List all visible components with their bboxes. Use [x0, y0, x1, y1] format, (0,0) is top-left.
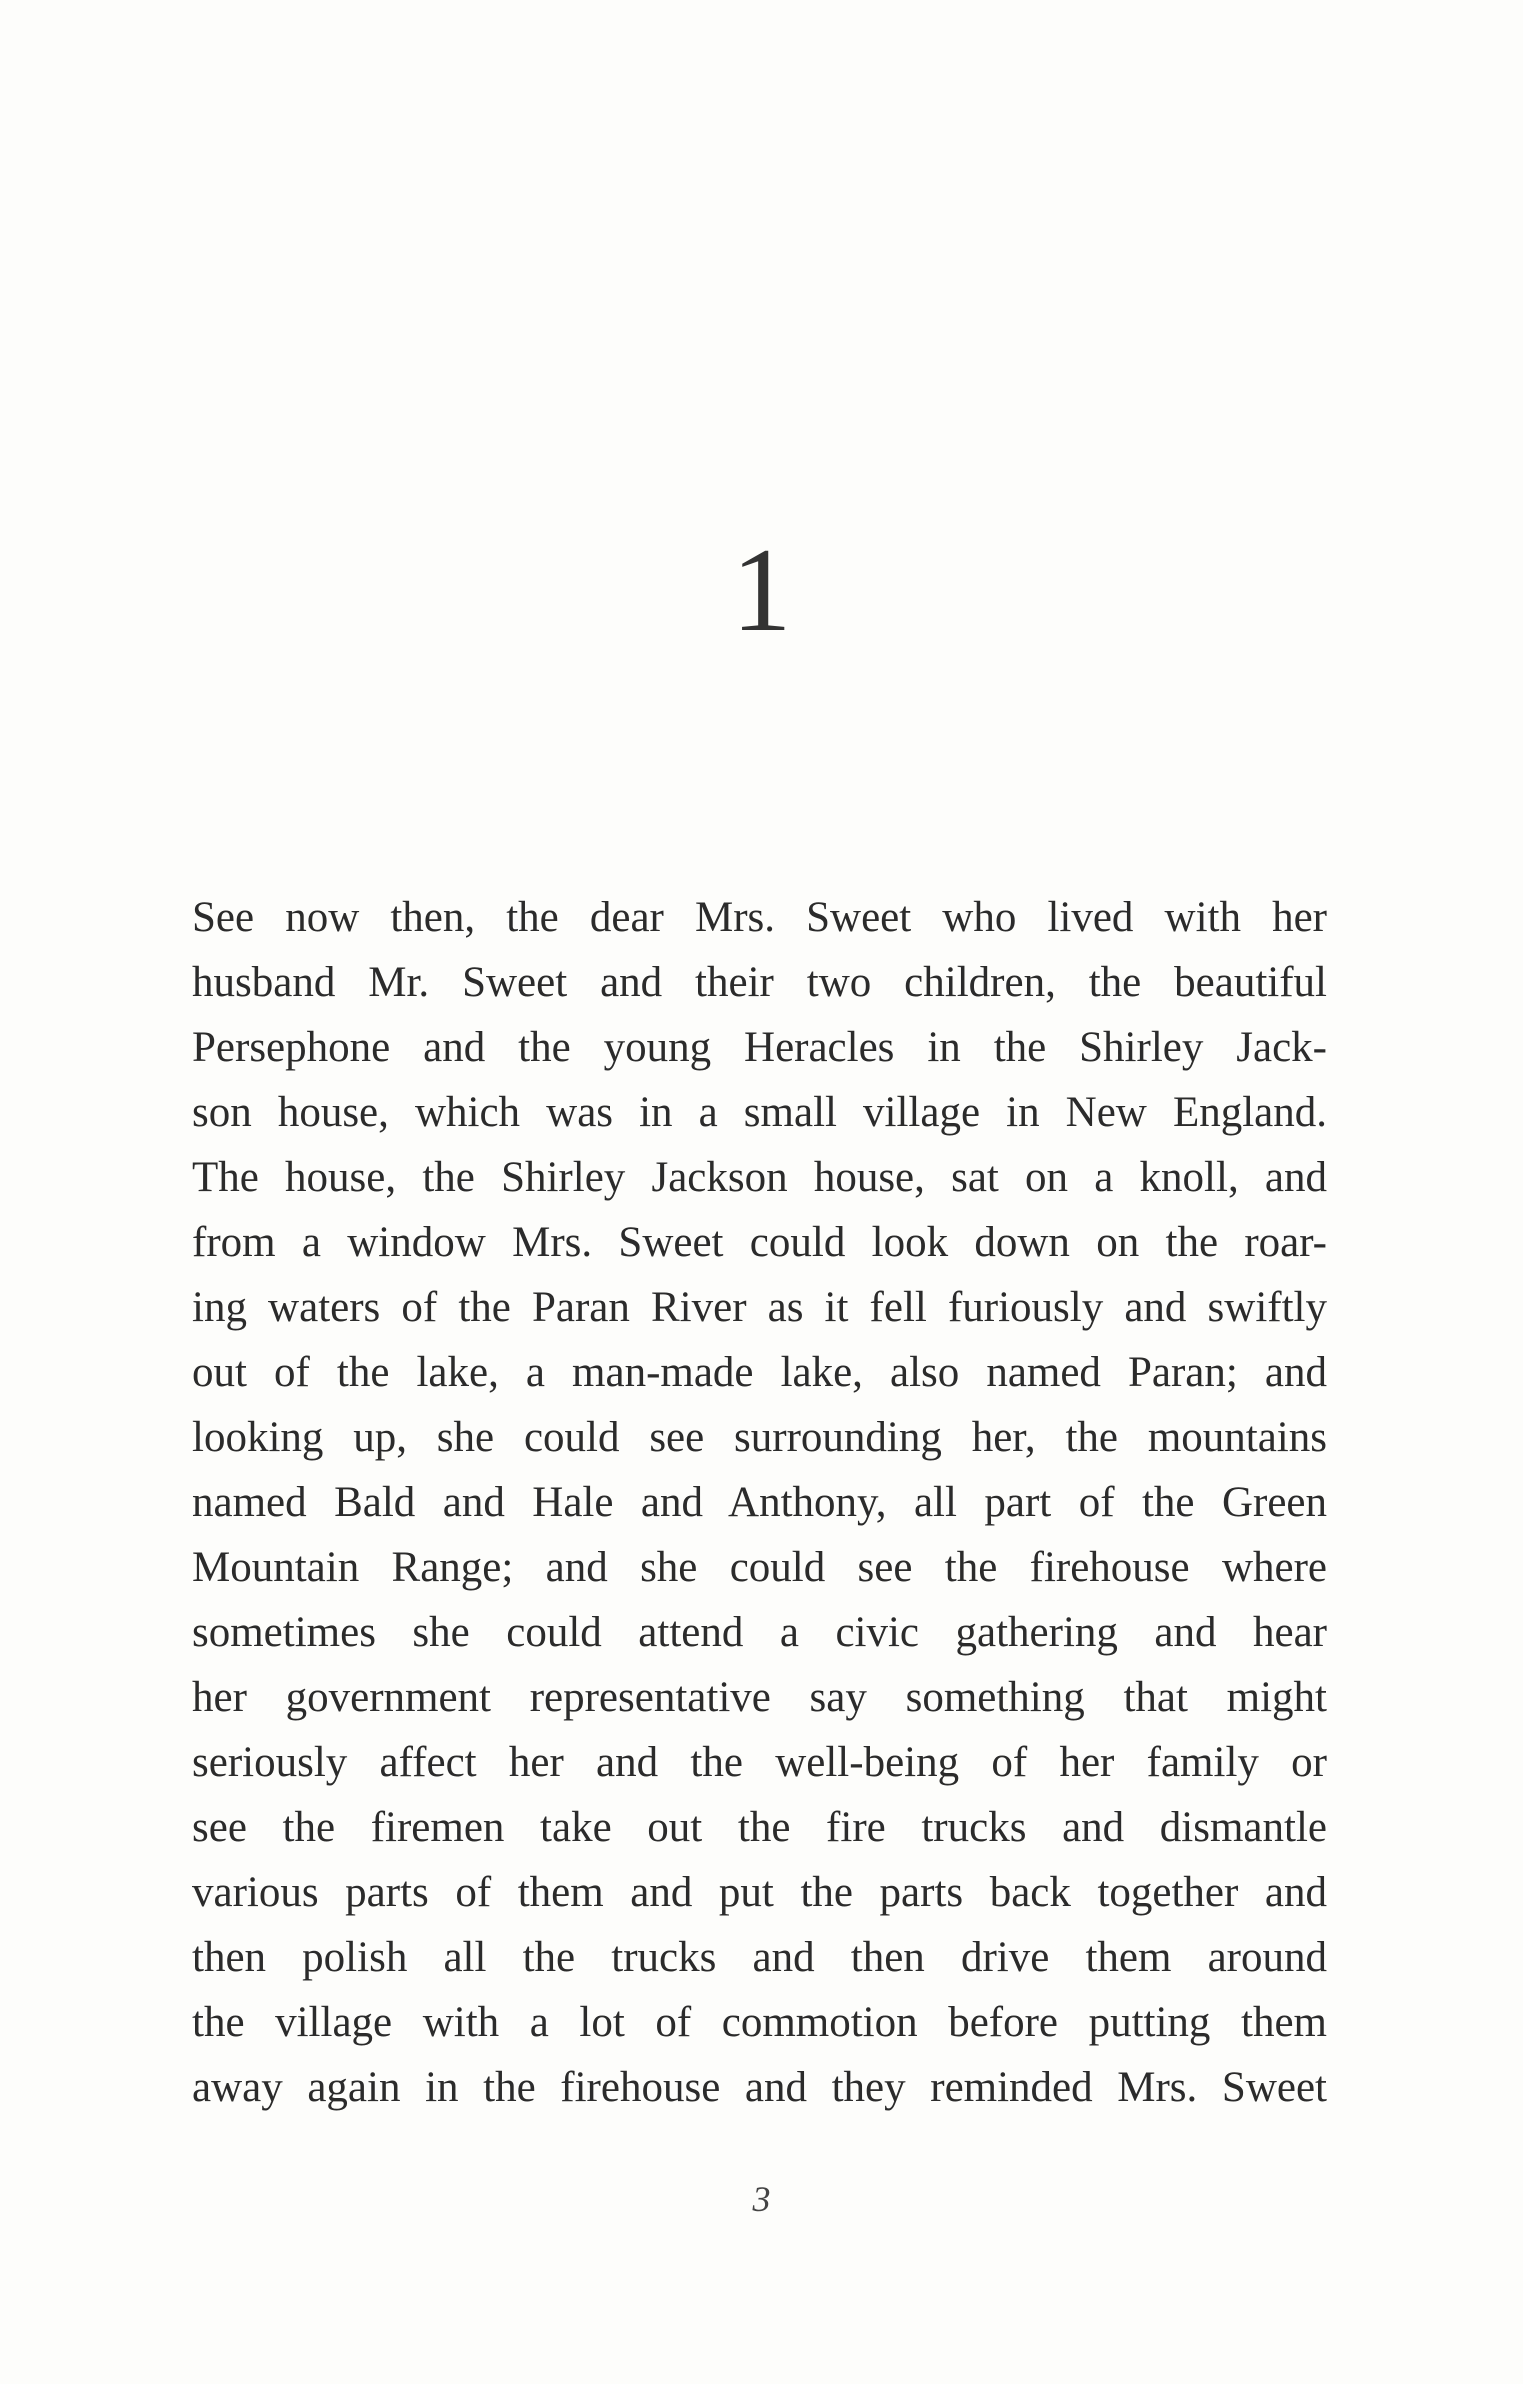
chapter-number: 1: [731, 523, 792, 656]
text-line: ing waters of the Paran River as it fell furiously and swiftly: [192, 1284, 1327, 1331]
text-line: son house, which was in a small village in New England.: [192, 1089, 1327, 1136]
text-line: out of the lake, a man-made lake, also named Paran; and: [192, 1349, 1327, 1396]
page-number: 3: [752, 2179, 771, 2219]
text-line: away again in the firehouse and they reminded Mrs. Sweet: [192, 2064, 1327, 2111]
text-line: Persephone and the young Heracles in the Shirley Jack-: [192, 1024, 1327, 1071]
text-line: husband Mr. Sweet and their two children, the beautiful: [192, 959, 1327, 1006]
text-line: See now then, the dear Mrs. Sweet who lived with her: [192, 894, 1327, 941]
text-line: various parts of them and put the parts back together and: [192, 1869, 1327, 1916]
text-line: the village with a lot of commotion before putting them: [192, 1999, 1327, 2046]
text-line: looking up, she could see surrounding her, the mountains: [192, 1414, 1327, 1461]
text-line: her government representative say something that might: [192, 1674, 1327, 1721]
text-line: Mountain Range; and she could see the firehouse where: [192, 1544, 1327, 1591]
text-line: see the firemen take out the fire trucks and dismantle: [192, 1804, 1327, 1851]
text-line: then polish all the trucks and then drive them around: [192, 1934, 1327, 1981]
body-text: [192, 885, 1327, 2120]
text-line: named Bald and Hale and Anthony, all part of the Green: [192, 1479, 1327, 1526]
text-line: from a window Mrs. Sweet could look down on the roar-: [192, 1219, 1327, 1266]
text-line: seriously affect her and the well-being of her family or: [192, 1739, 1327, 1786]
text-line: sometimes she could attend a civic gathering and hear: [192, 1609, 1327, 1656]
text-line: The house, the Shirley Jackson house, sat on a knoll, and: [192, 1154, 1327, 1201]
